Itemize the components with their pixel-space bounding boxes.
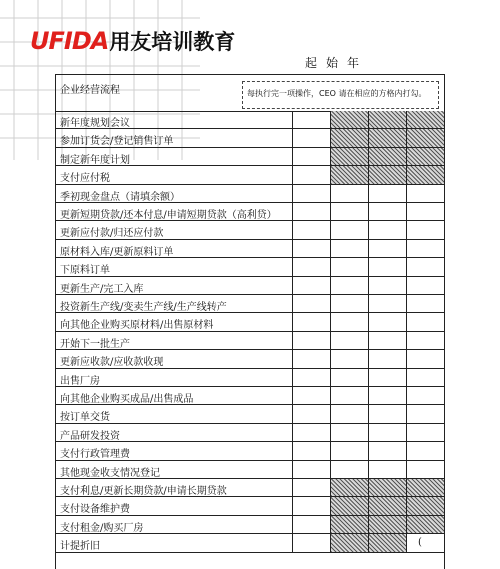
row-label: 支付应付税 bbox=[60, 173, 110, 185]
checkbox-cell[interactable] bbox=[368, 277, 406, 294]
checkbox-cell[interactable] bbox=[292, 277, 330, 294]
table-row bbox=[56, 424, 444, 442]
blocked-checkbox-cell bbox=[406, 148, 444, 165]
table-row bbox=[56, 350, 444, 368]
row-label: 参加订货会/登记销售订单 bbox=[60, 136, 174, 148]
blocked-checkbox-cell bbox=[368, 497, 406, 514]
checkbox-cell[interactable] bbox=[330, 277, 368, 294]
table-row bbox=[56, 185, 444, 203]
checkbox-cell[interactable] bbox=[330, 258, 368, 275]
brand-logo bbox=[30, 26, 235, 54]
blocked-checkbox-cell bbox=[368, 166, 406, 183]
row-label: 更新应付款/归还应付款 bbox=[60, 228, 164, 240]
table-row bbox=[56, 166, 444, 184]
checkbox-cell[interactable] bbox=[330, 313, 368, 330]
checkbox-cell[interactable] bbox=[292, 148, 330, 165]
checkbox-cell[interactable] bbox=[406, 277, 444, 294]
checkbox-cell[interactable] bbox=[406, 405, 444, 422]
row-label: 支付租金/购买厂房 bbox=[60, 522, 144, 534]
table-row bbox=[56, 240, 444, 258]
checkbox-cell[interactable] bbox=[406, 313, 444, 330]
checkbox-cell[interactable] bbox=[292, 203, 330, 220]
checkbox-cell[interactable] bbox=[292, 350, 330, 367]
blocked-checkbox-cell bbox=[330, 497, 368, 514]
checkbox-cell[interactable] bbox=[292, 442, 330, 459]
checkbox-cell[interactable] bbox=[368, 461, 406, 478]
checkbox-cell[interactable] bbox=[330, 185, 368, 202]
table-row bbox=[56, 479, 444, 497]
row-label: 制定新年度计划 bbox=[60, 154, 130, 166]
checkbox-cell[interactable] bbox=[292, 424, 330, 441]
checkbox-cell[interactable] bbox=[292, 369, 330, 386]
checkbox-cell[interactable] bbox=[368, 442, 406, 459]
checkbox-cell[interactable] bbox=[330, 387, 368, 404]
checkbox-cell[interactable] bbox=[406, 534, 444, 551]
checkbox-cell[interactable] bbox=[292, 240, 330, 257]
checkbox-cell[interactable] bbox=[368, 295, 406, 312]
checkbox-cell[interactable] bbox=[368, 332, 406, 349]
checkbox-cell[interactable] bbox=[292, 387, 330, 404]
table-header-row bbox=[56, 75, 444, 112]
row-label: 更新应收款/应收款收现 bbox=[60, 357, 164, 369]
table-row bbox=[56, 277, 444, 295]
blocked-checkbox-cell bbox=[406, 111, 444, 128]
checkbox-cell[interactable] bbox=[406, 387, 444, 404]
table-row bbox=[56, 332, 444, 350]
checkbox-cell[interactable] bbox=[368, 350, 406, 367]
table-row bbox=[56, 221, 444, 239]
blocked-checkbox-cell bbox=[330, 534, 368, 551]
checkbox-cell[interactable] bbox=[292, 332, 330, 349]
table-row bbox=[56, 405, 444, 423]
checkbox-cell[interactable] bbox=[330, 461, 368, 478]
row-label: 向其他企业购买成品/出售成品 bbox=[60, 394, 194, 405]
blocked-checkbox-cell bbox=[368, 111, 406, 128]
checkbox-cell[interactable] bbox=[368, 185, 406, 202]
checkbox-cell[interactable] bbox=[406, 240, 444, 257]
checkbox-cell[interactable] bbox=[368, 369, 406, 386]
blocked-checkbox-cell bbox=[330, 111, 368, 128]
checkbox-cell[interactable] bbox=[406, 350, 444, 367]
row-label: 其他现金收支情况登记 bbox=[60, 467, 160, 479]
blocked-checkbox-cell bbox=[406, 129, 444, 146]
logo-brand-text: UFIDA bbox=[30, 27, 109, 55]
row-label: 季初现金盘点（请填余额） bbox=[60, 191, 180, 203]
blocked-checkbox-cell bbox=[330, 129, 368, 146]
checkbox-cell[interactable] bbox=[406, 461, 444, 478]
checkbox-cell[interactable] bbox=[368, 387, 406, 404]
table-row bbox=[56, 129, 444, 147]
checkbox-cell[interactable] bbox=[406, 203, 444, 220]
table-row bbox=[56, 203, 444, 221]
checkbox-cell[interactable] bbox=[406, 369, 444, 386]
checkbox-cell[interactable] bbox=[330, 221, 368, 238]
table-row bbox=[56, 313, 444, 331]
checkbox-cell[interactable] bbox=[406, 424, 444, 441]
header-label: 企业经营流程 bbox=[60, 85, 120, 96]
blocked-checkbox-cell bbox=[368, 148, 406, 165]
checkbox-cell[interactable] bbox=[406, 258, 444, 275]
instruction-note: 每执行完一项操作，CEO 请在相应的方格内打勾。 bbox=[242, 81, 439, 109]
row-label: 产品研发投资 bbox=[60, 430, 120, 442]
checkbox-cell[interactable] bbox=[330, 405, 368, 422]
checkbox-cell[interactable] bbox=[406, 442, 444, 459]
operation-checklist-table bbox=[55, 74, 445, 569]
checkbox-cell[interactable] bbox=[292, 534, 330, 551]
table-row bbox=[56, 369, 444, 387]
checkbox-cell[interactable] bbox=[292, 258, 330, 275]
blocked-checkbox-cell bbox=[406, 516, 444, 533]
row-label: 按订单交货 bbox=[60, 412, 110, 424]
table-row bbox=[56, 148, 444, 166]
checkbox-cell[interactable] bbox=[292, 185, 330, 202]
row-label: 更新短期贷款/还本付息/申请短期贷款（高利贷） bbox=[60, 210, 277, 221]
checkbox-cell[interactable] bbox=[292, 111, 330, 128]
checkbox-cell[interactable] bbox=[406, 332, 444, 349]
checkbox-cell[interactable] bbox=[330, 332, 368, 349]
checkbox-cell[interactable] bbox=[330, 442, 368, 459]
checkbox-cell[interactable] bbox=[292, 166, 330, 183]
row-label: 投资新生产线/变卖生产线/生产线转产 bbox=[60, 302, 227, 313]
checkbox-cell[interactable] bbox=[330, 369, 368, 386]
checkbox-cell[interactable] bbox=[330, 240, 368, 257]
checkbox-cell[interactable] bbox=[368, 240, 406, 257]
blocked-checkbox-cell bbox=[330, 166, 368, 183]
row-label: 原材料入库/更新原料订单 bbox=[60, 246, 174, 258]
row-label: 开始下一批生产 bbox=[60, 338, 130, 350]
blocked-checkbox-cell bbox=[368, 479, 406, 496]
checkbox-cell[interactable] bbox=[368, 221, 406, 238]
row-label: 更新生产/完工入库 bbox=[60, 283, 144, 295]
table-row bbox=[56, 497, 444, 515]
row-label: 新年度规划会议 bbox=[60, 118, 130, 129]
checkbox-cell[interactable] bbox=[330, 295, 368, 312]
checkbox-cell[interactable] bbox=[292, 479, 330, 496]
year-title: 起始年 bbox=[305, 56, 369, 70]
blocked-checkbox-cell bbox=[330, 148, 368, 165]
checkbox-cell[interactable] bbox=[368, 258, 406, 275]
blocked-checkbox-cell bbox=[406, 166, 444, 183]
checkbox-cell[interactable] bbox=[292, 295, 330, 312]
logo-name-text: 用友培训教育 bbox=[109, 30, 236, 54]
checkbox-cell[interactable] bbox=[406, 221, 444, 238]
checkbox-cell[interactable] bbox=[368, 203, 406, 220]
row-label: 支付利息/更新长期贷款/申请长期贷款 bbox=[60, 486, 227, 497]
checkbox-cell[interactable] bbox=[406, 185, 444, 202]
checkbox-cell[interactable] bbox=[292, 461, 330, 478]
checkbox-cell[interactable] bbox=[292, 221, 330, 238]
blocked-checkbox-cell bbox=[330, 516, 368, 533]
checkbox-cell[interactable] bbox=[368, 313, 406, 330]
blocked-checkbox-cell bbox=[330, 479, 368, 496]
blocked-checkbox-cell bbox=[368, 534, 406, 551]
checkbox-cell[interactable] bbox=[330, 203, 368, 220]
checkbox-cell[interactable] bbox=[292, 313, 330, 330]
checkbox-cell[interactable] bbox=[292, 497, 330, 514]
table-row bbox=[56, 387, 444, 405]
blocked-checkbox-cell bbox=[368, 516, 406, 533]
table-row bbox=[56, 258, 444, 276]
checkbox-cell[interactable] bbox=[368, 424, 406, 441]
row-label: 出售厂房 bbox=[60, 375, 100, 387]
blocked-checkbox-cell bbox=[368, 129, 406, 146]
checkbox-cell[interactable] bbox=[292, 516, 330, 533]
checkbox-cell[interactable] bbox=[292, 405, 330, 422]
table-row bbox=[56, 461, 444, 479]
blocked-checkbox-cell bbox=[406, 479, 444, 496]
checkbox-cell[interactable] bbox=[406, 295, 444, 312]
table-row bbox=[56, 516, 444, 534]
table-row bbox=[56, 442, 444, 460]
table-row bbox=[56, 534, 444, 552]
blocked-checkbox-cell bbox=[406, 497, 444, 514]
table-row bbox=[56, 111, 444, 129]
checkbox-cell[interactable] bbox=[330, 350, 368, 367]
row-label: 支付行政管理费 bbox=[60, 449, 130, 461]
table-row bbox=[56, 295, 444, 313]
row-label: 计提折旧 bbox=[60, 541, 100, 553]
checkbox-cell[interactable] bbox=[330, 424, 368, 441]
checkbox-cell[interactable] bbox=[368, 405, 406, 422]
row-label: 下原料订单 bbox=[60, 265, 110, 277]
trailing-mark: ( bbox=[418, 537, 422, 549]
row-label: 支付设备维护费 bbox=[60, 504, 130, 516]
row-label: 向其他企业购买原材料/出售原材料 bbox=[60, 320, 214, 332]
checkbox-cell[interactable] bbox=[292, 129, 330, 146]
